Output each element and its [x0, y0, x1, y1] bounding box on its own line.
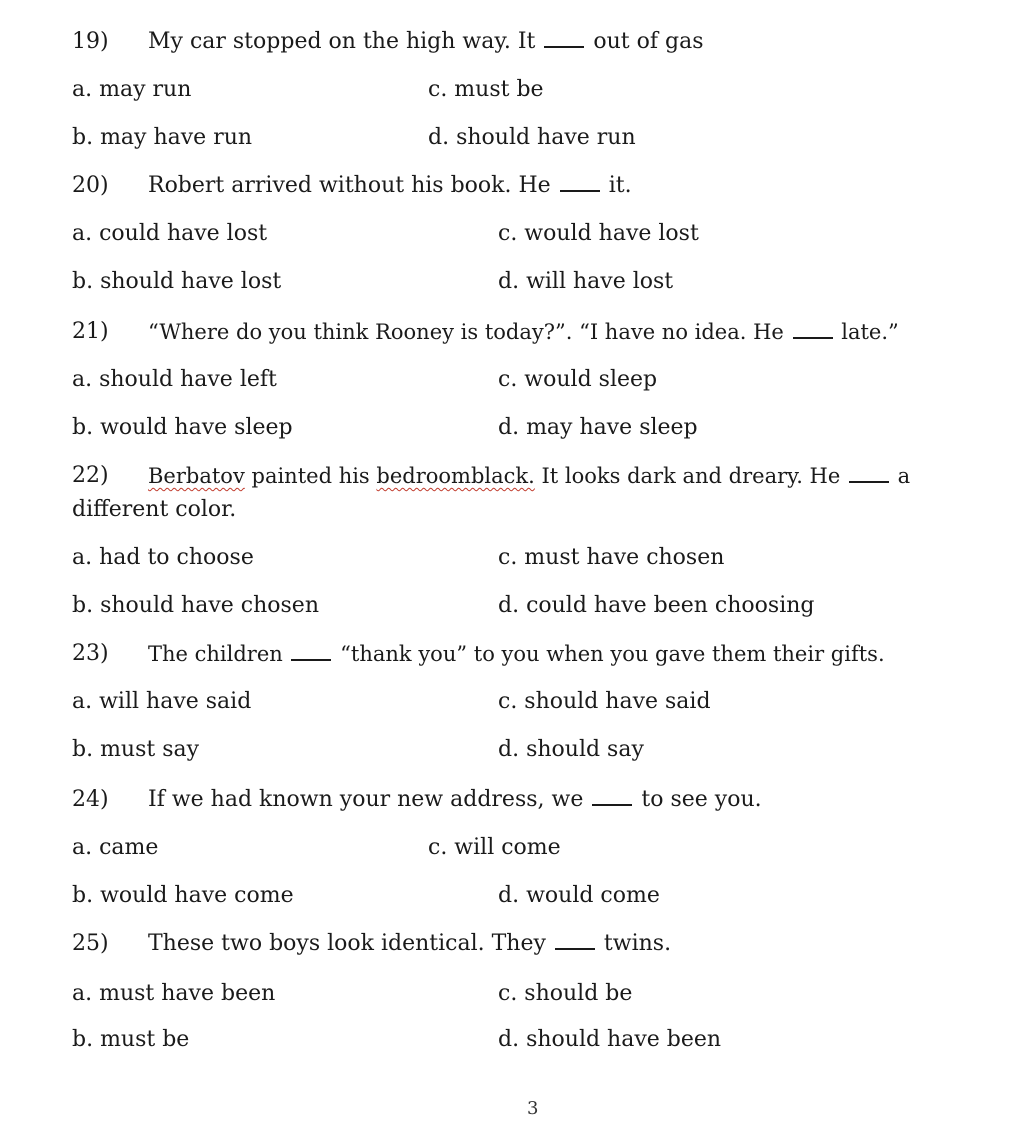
misspelled-word: Berbatov — [148, 464, 245, 488]
question-text: Robert arrived without his book. He it. — [148, 173, 632, 198]
option-c: c. will come — [428, 835, 561, 860]
question-number: 24) — [72, 787, 109, 812]
question-number: 22) — [72, 463, 109, 488]
answer-blank — [291, 641, 331, 661]
answer-blank — [849, 463, 889, 483]
option-d: d. should have been — [498, 1027, 722, 1052]
question-text: The children “thank you” to you when you gave them their gifts. — [148, 642, 885, 666]
question-text: These two boys look identical. They twins. — [148, 931, 672, 956]
option-b: b. should have lost — [72, 269, 282, 294]
option-d: d. would come — [498, 883, 660, 908]
option-c: c. must be — [428, 77, 544, 102]
option-c: c. should have said — [498, 689, 711, 714]
option-a: a. had to choose — [72, 545, 254, 570]
option-c: c. would have lost — [498, 221, 699, 246]
option-b: b. would have sleep — [72, 415, 293, 440]
answer-blank — [560, 172, 600, 192]
option-a: a. must have been — [72, 981, 276, 1006]
option-a: a. should have left — [72, 367, 277, 392]
question-text: “Where do you think Rooney is today?”. “I have no idea. He late.” — [148, 320, 899, 344]
question-text: Berbatov painted his bedroomblack. It looks dark and dreary. He a — [148, 464, 911, 488]
page-number: 3 — [527, 1098, 539, 1119]
option-b: b. would have come — [72, 883, 294, 908]
option-c: c. would sleep — [498, 367, 658, 392]
answer-blank — [592, 786, 632, 806]
option-b: b. must be — [72, 1027, 190, 1052]
option-d: d. will have lost — [498, 269, 674, 294]
option-d: d. should have run — [428, 125, 636, 150]
option-d: d. should say — [498, 737, 644, 762]
question-number: 19) — [72, 29, 109, 54]
question-number: 25) — [72, 931, 109, 956]
option-c: c. must have chosen — [498, 545, 725, 570]
question-number: 20) — [72, 173, 109, 198]
option-d: d. could have been choosing — [498, 593, 815, 618]
option-a: a. will have said — [72, 689, 252, 714]
answer-blank — [793, 319, 833, 339]
question-text: If we had known your new address, we to see you. — [148, 787, 762, 812]
answer-blank — [544, 28, 584, 48]
misspelled-word: bedroomblack. — [376, 464, 535, 488]
option-d: d. may have sleep — [498, 415, 698, 440]
question-continuation: different color. — [72, 497, 237, 522]
option-b: b. should have chosen — [72, 593, 319, 618]
question-text: My car stopped on the high way. It out of gas — [148, 29, 704, 54]
answer-blank — [555, 930, 595, 950]
option-a: a. came — [72, 835, 159, 860]
question-number: 21) — [72, 319, 109, 344]
option-b: b. must say — [72, 737, 200, 762]
option-c: c. should be — [498, 981, 633, 1006]
option-b: b. may have run — [72, 125, 253, 150]
question-number: 23) — [72, 641, 109, 666]
option-a: a. could have lost — [72, 221, 268, 246]
option-a: a. may run — [72, 77, 192, 102]
